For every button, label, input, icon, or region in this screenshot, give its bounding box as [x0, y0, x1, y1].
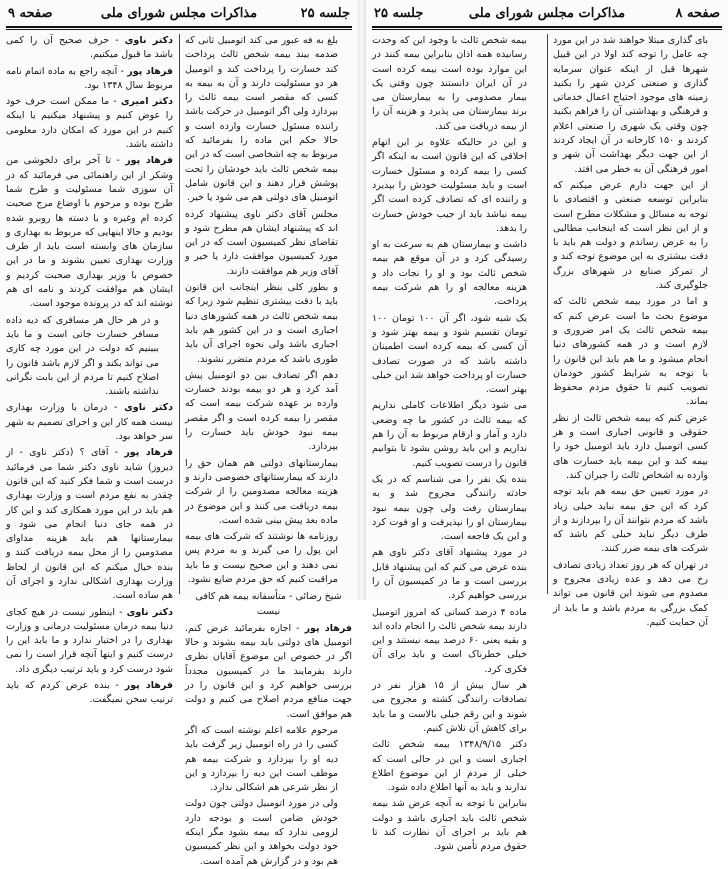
- speech-text: - اجازه بفرمائید عرض کنم. اتومبیل های دولتی باید بیمه بشوند و حالا اگر در خصوص این موضوع آقایان نظری دارند بفرمایند ما در کمیسیون مجدداً بررسی خواهیم کرد و این قانون را در جهت منافع مردم اصلاح می کنیم و دولت هم موافق است.: [185, 622, 352, 720]
- text-paragraph: مرحوم علامه اعلم نوشته است که اگر کسی را در راه اتومبیل زیر گرفت باید دیه او را بپردازد و شرکت بیمه هم موظف است این دیه را بپردازد و این از نظر شرعی هم اشکالی ندارد.: [185, 724, 338, 794]
- speaker-paragraph: [6, 679, 173, 708]
- speaker-name: فرهاد پور: [124, 447, 173, 459]
- page-header: [370, 4, 724, 26]
- speech-text: - حرف صحیح آن را کمی باشد ما قبول میکنیم.: [6, 35, 173, 61]
- header-rule: [372, 26, 722, 30]
- speaker-paragraph: [6, 401, 173, 444]
- speaker-name: دکتر ناوی: [124, 35, 173, 46]
- text-paragraph: بیمارستانهای دولتی هم همان حق را دارند که بیمارستانهای خصوصی دارند و هزینه معالجه مصدومین را از شرکت بیمه دریافت می کنند و این موضوع در ماده بعد پیش بینی شده است.: [185, 457, 338, 526]
- speaker-name: فرهاد پور: [304, 622, 352, 634]
- text-paragraph: بیمه شخص ثالث با وجود این که وحدت رسانیده همه اذان بنابراین بیمه کنند در این موارد بوده است بیمه کرده است در آن ایران دانستند چون وقتی یک بیمار مصدومی را به بیمارستان می برند بیمارستان می پذیرد و هزینه آن را از بیمه دریافت می کند.: [372, 35, 527, 132]
- text-column-left: [372, 34, 541, 853]
- column-divider: [547, 34, 548, 594]
- speech-text: - درمان با وزارت بهداری نیست همه کار این و اجرای تصمیم به شهر سر خواهد بود.: [6, 402, 173, 443]
- text-paragraph: بلغ به فه عبور می کند اتومبیل ثانی که صدمه بیند بیمه شخص ثالث پرداخت کند خسارت را پرداخت کند و اتومبیل هر دو مسئولیت دارند و آن به بیمه به کسی که مقصر است بیمه ثالث را بپردازد ولی اگر اتومبیل در حرکت باشد راننده مسئول خسارت وارده است و حالا حکم این ماده را بفرمائید که مربوط به چه اشخاصی است که در این بیمه شخص ثالث باید خودشان را تحت پوشش قرار دهند و این قانون شامل اتومبیل های دولتی هم می شود یا خیر.: [185, 35, 338, 204]
- column-divider: [179, 34, 180, 594]
- speaker-paragraph: [6, 154, 173, 311]
- speech-text: - آقای ؟ (دکتر ناوی - از دیروز) شاید ناوی دکتر شما می فرمائید درست است و شما فکر کنید که این قانون چقدر به نفع مردم است و وزارت بهداری هم باید در این مورد همکاری کند و این کار در همه جای دنیا انجام می شود و بیمارستانها هم باید هزینه مداوای مصدومین را از محل بیمه دریافت کنند و بنده خیال میکنم که این قانون از لحاظ وزارت بهداری اشکالی ندارد و اجرای آن هم ساده است.: [6, 447, 173, 602]
- speech-text: - تا آخر برای دلخوشی من وشکر از این راهنمائی می فرمائید که در آن سوزی شما مسئولیت و طرح شما طرح بوده و مرحوم با اوضاع مرج صحبت کرده ام وغیره و با دسته ها روبرو شده بودیم و حالا اینهایی که مربوط به بهداری و سازمان های وابسته است باید از طرف وزارت بهداری تعیین بشوند و ما در این خصوص با وزیر بهداری صحبت کردیم و ایشان هم موافقت کردند و نامه ای هم نوشته اند که در پرونده موجود است.: [6, 155, 173, 310]
- speaker-paragraph: [185, 622, 352, 722]
- text-paragraph: ولی در مورد اتومبیل دولتی چون دولت خودش ضامن است و بودجه دارد لزومی ندارد که بیمه بشود مگر اینکه خود دولت بخواهد و این نظر کمیسیون هم بود و در گزارش هم آمده است.: [185, 798, 338, 867]
- speaker-name: فرهاد پور: [125, 155, 173, 167]
- text-paragraph: یک شبه شود، اگر آن ۱۰۰ تومان ۱۰۰ تومان تقسیم شود و بیمه بهتر شود و آن کسی که بیمه کرده است اطمینان داشته باشد که در صورت تصادف خسارت او پرداخت خواهد شد این خیلی بهتر است.: [372, 312, 527, 396]
- speech-text: - بنده عرض کردم که باید ترتیب سخن نمیگفت.: [6, 680, 173, 706]
- text-paragraph: و این در حالیکه علاوه بر این اتهام اخلاقی که این قانون است به اینکه اگر کسی را بیمه کرده و مسئول خسارت است و باید مسئولیت خودش را بپذیرد و راننده ای که تصادف کرده است اگر بیمه نباشد باید از جیب خودش خسارت را بدهد.: [372, 137, 527, 234]
- header-rule: [6, 26, 352, 30]
- page-title: مذاکرات مجلس شورای ملی: [468, 6, 626, 21]
- text-column-right: [553, 34, 722, 628]
- text-paragraph: بای گذاری مبتلا خواهند شد در این مورد چه عامل را توجه کند اولا در این قبیل شهرها قبل از اینکه عنوان سرمایه گذاری و صنعتی کردن شهر را بکنید زمینه های موجود احتیاج اعمال خدماتی و فرهنگی و بهداشتی آن را فراهم بکنید چون وقتی یک شهری را صنعتی اعلام کردند و ۱۵۰ کارخانه در آن ایجاد کردند از این جهت دیگر بهداشت آن شهر و امور فرهنگی آن به خطر می افتد.: [553, 35, 708, 175]
- speaker-name: فرهاد پور: [124, 680, 173, 692]
- book-gutter: [358, 0, 366, 600]
- speech-text: - ما ممکن است حرف خود را عوض کنیم و پیشنهاد میکنیم یا اینکه کنیم در این مورد که امکان دارد معلومی داشته باشد.: [6, 96, 173, 151]
- text-column-right: [185, 34, 352, 867]
- interjection: شیخ رضائی - متأسفانه بیمه هم کافی نیست: [195, 591, 342, 617]
- text-paragraph: بنده یک نفر را می شناسم که در یک حادثه رانندگی مجروح شد و به بیمارستان رفت ولی چون بیمه نبود بیمارستان او را نپذیرفت و او فوت کرد و این یک فاجعه است.: [372, 473, 527, 543]
- text-paragraph: در مورد تعیین حق بیمه هم باید توجه کرد که این حق بیمه نباید خیلی زیاد باشد که مردم نتوانند آن را بپردازند و از طرف دیگر نباید خیلی کم باشد که شرکت های بیمه ضرر کنند.: [553, 486, 708, 555]
- page-number: صفحه ۹: [8, 6, 53, 21]
- text-column-left: [6, 34, 173, 706]
- speaker-name: دکتر ناوی: [126, 606, 173, 618]
- text-paragraph: داشت و بیمارستان هم به سرعت به او رسیدگی کرد و در آن موقع هم بیمه شخص ثالث بود و او را نجات داد و هزینه معالجه او را هم شرکت بیمه پرداخت.: [372, 239, 527, 308]
- page-title: مذاکرات مجلس شورای ملی: [100, 6, 258, 21]
- page-8: [366, 0, 728, 853]
- session-label: جلسه ۲۵: [374, 6, 424, 21]
- text-paragraph: دهم اگر تصادف بین دو اتومبیل پیش آمد کرد و هر دو بیمه بودند خسارت وارده بر عهده شرکت بیمه است که مقصر را بیمه کرده است و اگر مقصر بیمه نبود خودش باید خسارت را بپردازد.: [185, 369, 338, 453]
- text-paragraph: و در هر حال هر مسافری که دیه داده مسافر خسارت جانی است و ما باید ببینیم که دولت در این مورد چه کاری می تواند بکند و اگر لازم باشد قانون را اصلاح کنیم تا مردم از این بابت نگرانی نداشته باشند.: [6, 314, 159, 398]
- text-paragraph: بنابراین با توجه به آنچه عرض شد بیمه شخص ثالث باید اجباری باشد و دولت هم باید بر اجرای آن نظارت کند تا حقوق مردم تأمین شود.: [372, 798, 527, 853]
- page-number: صفحه ۸: [675, 6, 720, 21]
- speaker-paragraph: [6, 65, 173, 94]
- columns: [6, 34, 352, 867]
- text-paragraph: مجلس آقای دکتر ناوی پیشنهاد کرده اند که پیشنهاد ایشان هم مطرح شود و تقاضای نظر کمیسیون است که در این مورد کمیسیون موافقت دارد یا خیر و آقای وزیر هم موافقت دارند.: [185, 208, 338, 277]
- text-paragraph: ماده ۴ درصد کسانی که امروز اتومبیل دارند بیمه شخص ثالث را انجام داده اند و بقیه یعنی ۶۰ درصد بیمه نیستند و این خیلی خطرناک است و باید برای آن فکری کرد.: [372, 606, 528, 675]
- text-paragraph: هر سال بیش از ۱۵ هزار نفر در تصادفات رانندگی کشته و مجروح می شوند و این رقم خیلی بالاست و ما باید برای کاهش آن تلاش کنیم.: [372, 680, 527, 734]
- speaker-name: دکتر ناوی: [124, 402, 173, 414]
- text-paragraph: در مورد پیشنهاد آقای دکتر ناوی هم بنده عرض می کنم که این پیشنهاد قابل بررسی است و ما در کمیسیون آن را بررسی خواهیم کرد.: [372, 547, 527, 602]
- speaker-paragraph: [6, 34, 173, 63]
- speaker-paragraph: [6, 446, 173, 603]
- text-paragraph: می شود دیگر اطلاعات کاملی نداریم که بیمه ثالث در کشور ما چه وضعی دارد و آمار و ارقام مربوط به آن را هم نداریم و این باید روشن بشود تا بتوانیم قانون را درست تصویب کنیم.: [372, 400, 527, 469]
- text-paragraph: روزنامه ها نوشتند که شرکت های بیمه این پول را می گیرند و به مردم پس نمی دهند و این صحیح نیست و ما باید مراقبت کنیم که حق مردم ضایع نشود.: [185, 531, 338, 585]
- page-9: [0, 0, 358, 867]
- page-header: [4, 4, 354, 26]
- speech-text: - اینطور نیست در هیچ کجای دنیا بیمه درمان مسئولیت درمانی و وزارت بهداری را در اختیار ندارد و ما باید این را درست کنیم و اینها آنچه قرار است را نمی شود درست کرد و باید ترتیب دیگری داد.: [6, 606, 173, 675]
- text-paragraph: و بطور کلی بنظر اینجانب این قانون باید با دقت بیشتری تنظیم شود زیرا که بیمه شخص ثالث در همه کشورهای دنیا اجباری است و در این کشور هم باید اجباری باشد ولی نحوه اجرای آن باید طوری باشد که مردم متضرر نشوند.: [185, 282, 338, 365]
- speaker-paragraph: [6, 95, 173, 152]
- text-paragraph: از این جهت دارم عرض میکنم که بنابراین توسعه صنعتی و اقتصادی با توجه به مسائل و مشکلات مطرح است و از این نظر است که اینجانب مطالبی را به عرض رساندم و دولت هم باید با دقت بیشتری به این موضوع توجه کند و از تمرکز صنایع در شهرهای بزرگ جلوگیری کند.: [553, 179, 708, 292]
- speaker-name: دکتر امیری: [120, 96, 173, 108]
- text-paragraph: عرض کنم که بیمه شخص ثالث از نظر حقوقی و قانونی اجباری است و هر کسی اتومبیل دارد باید اتومبیل خود را بیمه کند و این بیمه باید خسارت های وارده به اشخاص ثالث را جبران کند.: [553, 412, 708, 481]
- session-label: جلسه ۲۵: [300, 6, 350, 21]
- text-paragraph: در تهران که هر روز تعداد زیادی تصادف رخ می دهد و عده زیادی مجروح و مصدوم می شوند این قانون می تواند کمک بزرگی به مردم باشد و ما باید از آن حمایت کنیم.: [553, 559, 708, 628]
- speech-text: - آنچه راجع به ماده اتمام نامه مربوط سال ۱۳۴۸ بود.: [6, 65, 173, 91]
- text-paragraph: دکتر ۱۳۴۸/۹/۱۵ بیمه شخص ثالث اجباری است و این در حالی است که خیلی از مردم از این موضوع اطلاع ندارند و باید به آنها اطلاع داده شود.: [372, 739, 527, 794]
- speaker-name: فرهاد پور: [127, 65, 173, 77]
- speaker-paragraph: [6, 606, 173, 677]
- text-paragraph: و اما در مورد بیمه شخص ثالث که موضوع بحث ما است عرض کنم که بیمه شخص ثالث یک امر ضروری و لازم است و در همه کشورهای دنیا انجام میشود و ما هم باید این قانون را با توجه به شرایط کشور خودمان تصویب کنیم تا حقوق مردم محفوظ بماند.: [553, 296, 708, 408]
- columns: [372, 34, 722, 853]
